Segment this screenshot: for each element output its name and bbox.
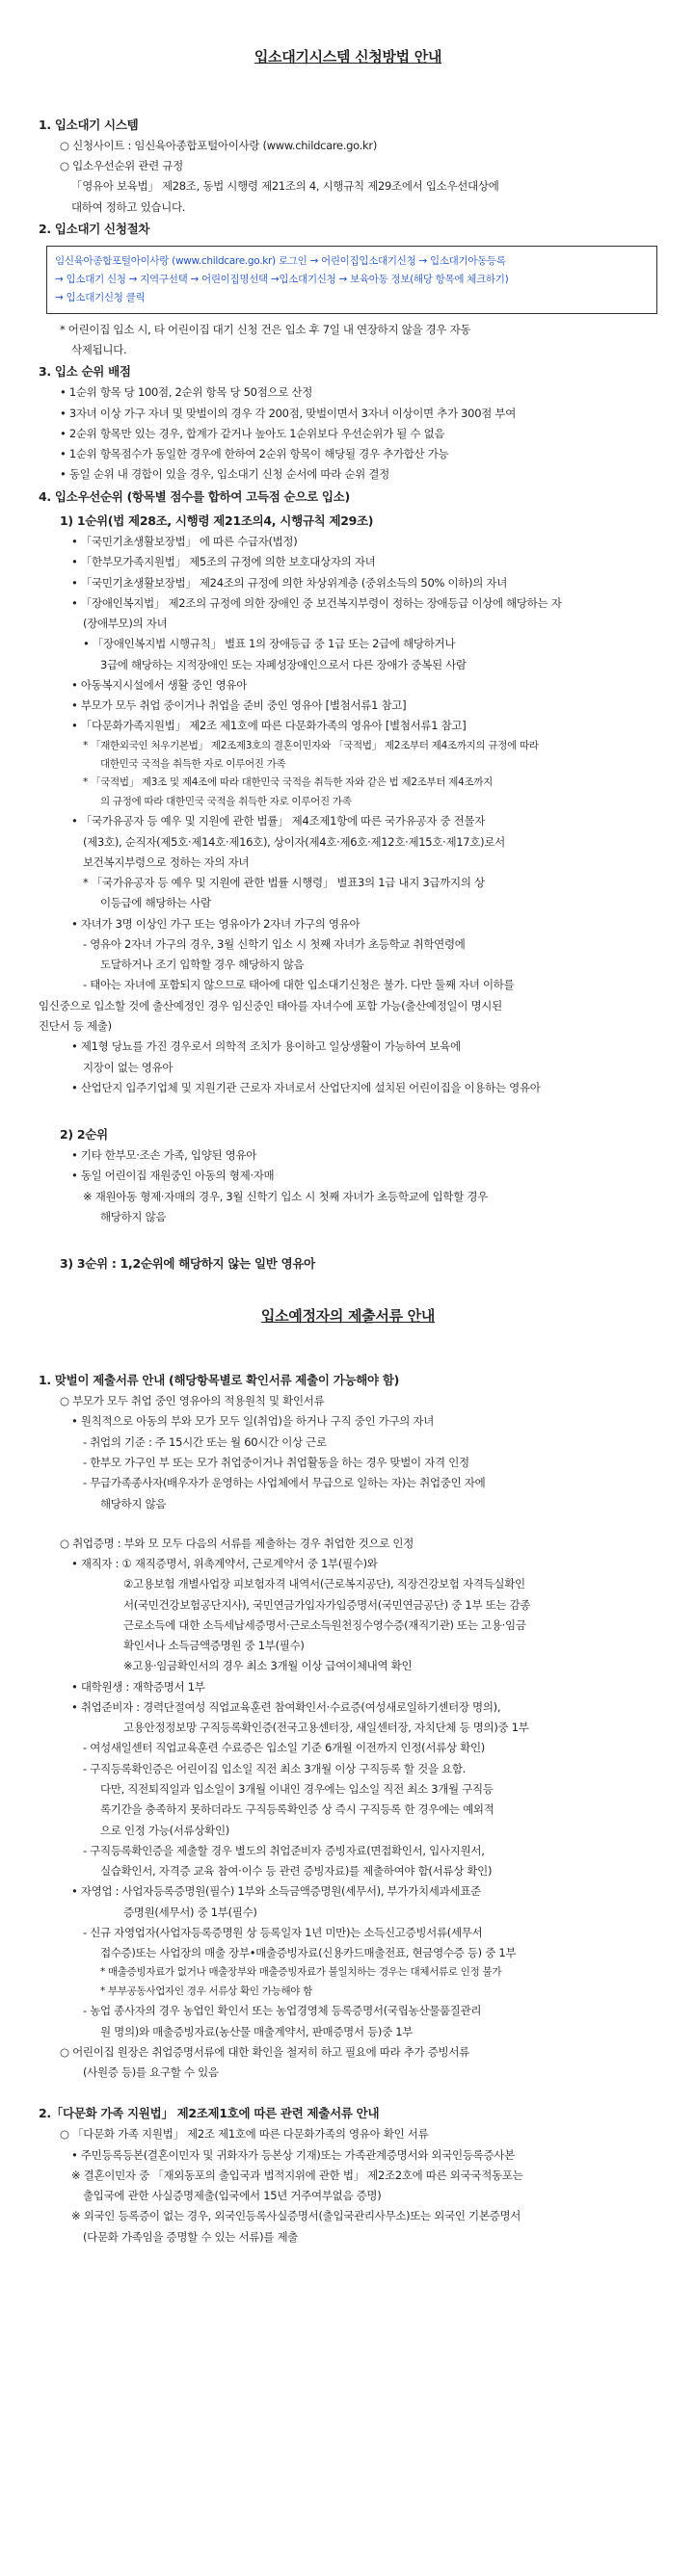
text-line: 원 명의)와 매출증빙자료(농산물 매출계약서, 판매증명서 등)중 1부: [100, 2024, 414, 2038]
text-line: 출입국에 관한 사실증명제출(입국에서 15년 거주여부없음 증명): [83, 2189, 382, 2203]
text-line: 대한민국 국적을 취득한 자로 이루어진 가족: [100, 758, 286, 771]
list-item: • 재직자 : ① 재직증명서, 위촉계약서, 근로계약서 중 1부(필수)와: [71, 1557, 378, 1571]
text-line: 해당하지 않음: [100, 1496, 167, 1511]
text-line: 도달하거나 조기 입학할 경우 해당하지 않음: [100, 958, 305, 972]
section-heading: 1. 입소대기 시스템: [39, 117, 139, 132]
procedure-box: [46, 246, 657, 314]
list-item: • 2순위 항목만 있는 경우, 합계가 같거나 높아도 1순위보다 우선순위가 될 수 없음: [60, 426, 445, 440]
section-waiting-system: [39, 114, 657, 218]
text-line: 지장이 없는 영유아: [83, 1060, 174, 1074]
sub-item: - 한부모 가구인 부 또는 모가 취업중이거나 취업활동을 하는 경우 맞벌이 자격 인정: [83, 1456, 469, 1470]
sub-item: - 태아는 자녀에 포함되지 않으므로 태아에 대한 입소대기신청은 불가. 다만 둘째 자녀 이하를: [83, 978, 515, 992]
text-line: ○ 어린이집 원장은 취업증명서류에 대한 확인을 철저히 하고 필요에 따라 추가 증빙서류: [60, 2044, 469, 2059]
text-line: ○ 부모가 모두 취업 중인 영유아의 적용원칙 및 확인서류: [60, 1394, 325, 1408]
list-item: • 대학원생 : 재학증명서 1부: [71, 1679, 205, 1694]
list-item: • 동일 어린이집 재원중인 아동의 형제·자매: [71, 1169, 275, 1183]
text-line: (다문화 가족임을 증명할 수 있는 서류)를 제출: [83, 2229, 299, 2244]
priority-3-heading: 3) 3순위 : 1,2순위에 해당하지 않는 일반 영유아: [60, 1256, 315, 1272]
procedure-line: → 입소대기신청 클릭: [55, 291, 146, 303]
note-line: ※ 외국인 등록증이 없는 경우, 외국인등록사실증명서(출입국관리사무소)또는 외국인 기본증명서: [71, 2209, 521, 2223]
sub-item: - 취업의 기준 : 주 15시간 또는 월 60시간 이상 근로: [83, 1434, 327, 1449]
text-line: (장애부모)의 자녀: [83, 617, 168, 631]
list-item: • 취업준비자 : 경력단절여성 직업교육훈련 참여확인서·수료증(여성새로일하기센터장 명의),: [71, 1699, 501, 1714]
text-line: 서(국민건강보험공단지사), 국민연금가입자가입증명서(국민연금공단) 중 1부 또는 감종: [123, 1597, 531, 1612]
list-item: • 산업단지 입주기업체 및 지원기관 근로자 자녀로서 산업단지에 설치된 어린이집을 이용하는 영유아: [71, 1080, 541, 1094]
text-line: 해당하지 않음: [100, 1209, 167, 1223]
procedure-line: → 입소대기 신청 → 지역구선택 → 어린이집명선택 →입소대기신청 → 보육아동 정보(해당 항목에 체크하기): [55, 273, 509, 285]
sub-item: - 여성새일센터 직업교육훈련 수료증은 입소일 기준 6개월 이전까지 인정(서류상 확인): [83, 1741, 485, 1755]
sub-item: * 「국가유공자 등 예우 및 지원에 관한 법률 시행령」 별표3의 1급 내지 3급까지의 상: [83, 876, 485, 890]
sub-item: - 농업 종사자의 경우 농업인 확인서 또는 농업경영체 등록증명서(국립농산물품질관리: [83, 2004, 482, 2018]
text-line: 진단서 등 제출): [39, 1018, 112, 1033]
list-item: • 「국민기초생활보장법」 에 따른 수급자(법정): [71, 534, 298, 548]
text-line: 확인서나 소득금액증명원 중 1부(필수): [123, 1639, 305, 1653]
text-line: (제3호), 순직자(제5호·제14호·제16호), 상이자(제4호·제6호·제12호·제15호·제17호)로서: [83, 834, 505, 849]
text-line: 「영유아 보육법」 제28조, 동법 시행령 제21조의 4, 시행규칙 제29조에서 입소우선대상에: [71, 179, 499, 194]
text-line: 대하여 정하고 있습니다.: [71, 199, 186, 214]
text-line: ○ 신청사이트 : 임신육아종합포털아이사랑 (www.childcare.go.kr): [60, 138, 378, 152]
text-line: 3급에 해당하는 지적장애인 또는 자폐성장애인으로서 다른 장애가 중복된 사람: [100, 657, 467, 671]
list-item: • 1순위 항목점수가 동일한 경우에 한하여 2순위 항목이 해당될 경우 추가합산 가능: [60, 447, 449, 461]
section-heading: 2. 입소대기 신청절차: [39, 221, 150, 236]
section-heading: 1. 맞벌이 제출서류 안내 (해당항목별로 확인서류 제출이 가능해야 함): [39, 1373, 400, 1388]
document-title: 입소대기시스템 신청방법 안내: [254, 48, 442, 66]
list-item: • 부모가 모두 취업 중이거나 취업을 준비 중인 영유아 [별첨서류1 참고]: [71, 698, 407, 713]
sub-item: - 구직등록확인증은 어린이집 입소일 직전 최소 3개월 이상 구직등록 할 것을 요함.: [83, 1761, 467, 1775]
sub-item: • 「장애인복지법 시행규칙」 별표 1의 장애등급 중 1급 또는 2급에 해당하거나: [83, 637, 456, 651]
text-line: ○ 입소우선순위 관련 규정: [60, 159, 183, 173]
sub-item: - 영유아 2자녀 가구의 경우, 3월 신학기 입소 시 첫째 자녀가 초등학교 취학연령에: [83, 936, 466, 951]
text-line: 근로소득에 대한 소득세납세증명서·근로소득원천징수영수증(재직기관) 또는 고용·임금: [123, 1617, 526, 1632]
text-line: 임신중으로 입소할 것에 출산예정인 경우 임신중인 태아를 자녀수에 포함 가능(출산예정일이 명시된: [39, 998, 502, 1012]
list-item: • 3자녀 이상 가구 자녀 및 맞벌이의 경우 각 200점, 맞벌이면서 3자녀 이상이면 추가 300점 부여: [60, 406, 516, 420]
sub-item: - 신규 자영업자(사업자등록증명원 상 등록일자 1년 미만)는 소득신고증빙서류(세무서: [83, 1925, 483, 1939]
text-line: ②고용보험 개별사업장 피보험자격 내역서(근로복지공단), 직장건강보험 자격득실확인: [123, 1577, 525, 1591]
list-item: • 주민등록등본(결혼이민자 및 귀화자가 등본상 기재)또는 가족관계증명서와 외국인등록증사본: [71, 2147, 515, 2162]
section-multicultural-docs: [39, 2102, 657, 2247]
text-line: 실습확인서, 자격증 교육 참여·이수 등 관련 증빙자료)를 제출하여야 함(서류상 확인): [100, 1864, 493, 1879]
text-line: 보건복지부령으로 정하는 자의 자녀: [83, 854, 250, 869]
list-item: • 「국가유공자 등 예우 및 지원에 관한 법률」 제4조제1항에 따른 국가유공자 중 전몰자: [71, 814, 486, 828]
note-line: 삭제됩니다.: [71, 343, 127, 356]
list-item: • 자녀가 3명 이상인 가구 또는 영유아가 2자녀 가구의 영유아: [71, 916, 360, 931]
text-line: ○ 「다문화 가족 지원법」 제2조 제1호에 따른 다문화가족의 영유아 확인 서류: [60, 2127, 429, 2142]
list-item: • 「다문화가족지원법」 제2조 제1호에 따른 다문화가족의 영유아 [별첨서류1 참고]: [71, 719, 467, 733]
list-item: • 제1형 당뇨를 가진 경우로서 의학적 조치가 용이하고 일상생활이 가능하여 보육에: [71, 1039, 461, 1054]
procedure-line: 임신육아종합포털아이사랑 (www.childcare.go.kr) 로그인 → 어린이집입소대기신청 → 입소대기아동등록: [55, 255, 506, 268]
text-line: 의 규정에 따라 대한민국 국적을 취득한 자로 이루어진 가족: [100, 795, 352, 807]
list-item: • 「국민기초생활보장법」 제24조의 규정에 의한 차상위계층 (중위소득의 50% 이하)의 자녀: [71, 575, 508, 590]
priority-2-heading: 2) 2순위: [60, 1127, 108, 1143]
text-line: (사원증 등)를 요구할 수 있음: [83, 2065, 219, 2080]
note-line: * 매출증빙자료가 없거나 매출장부와 매출증빙자료가 불일치하는 경우는 대체서류로 인정 불가: [100, 1966, 502, 1979]
sub-item: * 「국적법」 제3조 및 제4조에 따라 대한민국 국적을 취득한 자와 같은 법 제2조부터 제4조까지: [83, 776, 494, 789]
list-item: • 아동복지시설에서 생활 중인 영유아: [71, 677, 248, 692]
list-item: • 「장애인복지법」 제2조의 규정에 의한 장애인 중 보건복지부령이 정하는 장애등급 이상에 해당하는 자: [71, 595, 562, 610]
section-dual-income-docs: [39, 1369, 657, 2083]
list-item: • 1순위 항목 당 100점, 2순위 항목 당 50점으로 산정: [60, 385, 313, 400]
note-line: ※ 결혼이민자 중 「재외동포의 출입국과 법적지위에 관한 법」 제2조2호에 따른 외국국적동포는: [71, 2168, 523, 2182]
priority-1-heading: 1) 1순위(법 제28조, 시행령 제21조의4, 시행규칙 제29조): [60, 513, 374, 528]
document-title-2: 입소예정자의 제출서류 안내: [260, 1307, 436, 1326]
section-priority-scoring: [39, 360, 657, 485]
section-heading: 3. 입소 순위 배점: [39, 364, 131, 380]
section-heading: 4. 입소우선순위 (항목별 점수를 합하여 고득점 순으로 입소): [39, 488, 350, 504]
text-line: 증명원(세무서) 중 1부(필수): [123, 1905, 257, 1919]
text-line: 다만, 직전퇴직일과 입소일이 3개월 이내인 경우에는 입소일 직전 최소 3개월 구직등: [100, 1782, 494, 1796]
text-line: 이등급에 해당하는 사람: [100, 896, 211, 910]
list-item: • 자영업 : 사업자등록증명원(필수) 1부와 소득금액증명원(세무서), 부가가치세과세표준: [71, 1884, 481, 1899]
text-line: 접수증)또는 사업장의 매출 장부•매출증빙자료(신용카드매출전표, 현금영수증 등) 중 1부: [100, 1946, 517, 1960]
list-item: • 원칙적으로 아동의 부와 모가 모두 일(취업)을 하거나 구직 중인 가구의 자녀: [71, 1414, 435, 1429]
sub-item: ※ 재원아동 형제·자매의 경우, 3월 신학기 입소 시 첫째 자녀가 초등학교에 입학할 경우: [83, 1189, 489, 1203]
text-line: 으로 인정 가능(서류상확인): [100, 1823, 229, 1837]
list-item: • 동일 순위 내 경합이 있을 경우, 입소대기 신청 순서에 따라 순위 결정: [60, 467, 389, 482]
text-line: ※고용·임금확인서의 경우 최소 3개월 이상 급여이체내역 확인: [123, 1659, 413, 1673]
text-line: 록기간을 충족하지 못하더라도 구직등록확인증 상 즉시 구직등록 한 경우에는 예외적: [100, 1802, 494, 1817]
sub-item: - 구직등록확인증을 제출할 경우 별도의 취업준비자 증빙자료(면접확인서, 입사지원서,: [83, 1843, 485, 1857]
sub-item: - 무급가족종사자(배우자가 운영하는 사업체에서 무급으로 일하는 자)는 취업중인 자에: [83, 1476, 486, 1490]
note-line: * 어린이집 입소 시, 타 어린이집 대기 신청 건은 입소 후 7일 내 연장하지 않을 경우 자동: [60, 322, 471, 336]
section-heading: 2.「다문화 가족 지원법」 제2조제1호에 따른 관련 제출서류 안내: [39, 2106, 380, 2121]
list-item: • 「한부모가족지원법」 제5조의 규정에 의한 보호대상자의 자녀: [71, 555, 376, 569]
note-line: * 부부공동사업자인 경우 서류상 확인 가능해야 함: [100, 1985, 313, 1997]
section-application-procedure: [39, 218, 657, 360]
sub-item: * 「재한외국인 처우기본법」 제2조제3호의 결혼이민자와 「국적법」 제2조부터 제4조까지의 규정에 따라: [83, 739, 539, 751]
list-item: • 기타 한부모·조손 가족, 입양된 영유아: [71, 1148, 257, 1163]
section-priority-order: [39, 486, 657, 1275]
text-line: ○ 취업증명 : 부와 모 모두 다음의 서류를 제출하는 경우 취업한 것으로 인정: [60, 1536, 414, 1550]
text-line: 고용안정정보망 구직등록확인증(전국고용센터장, 새일센터장, 자치단체 등 명의)중 1부: [123, 1721, 529, 1735]
